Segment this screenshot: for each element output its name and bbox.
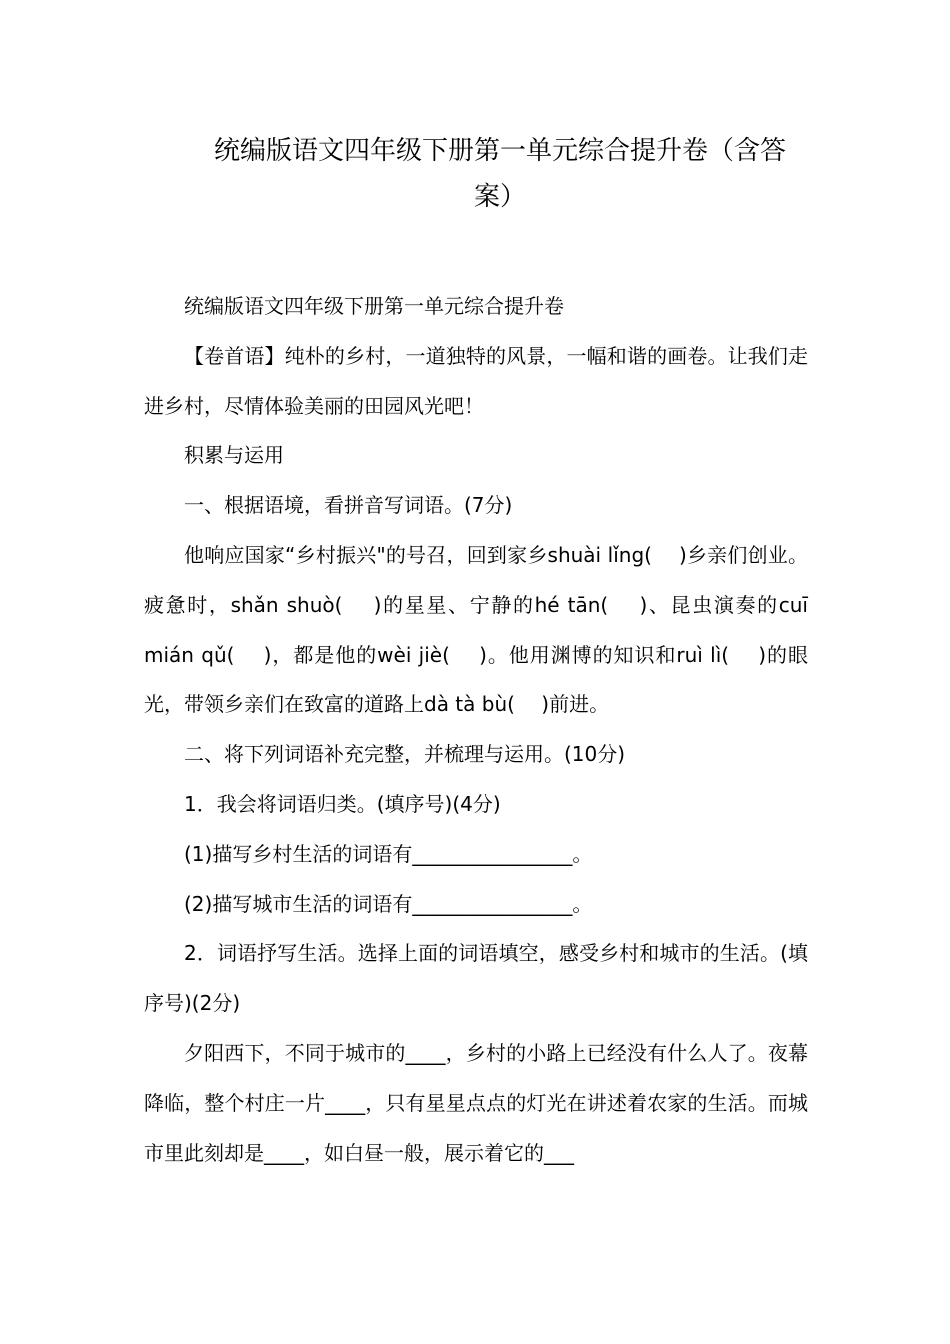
subtitle-paragraph: 统编版语文四年级下册第一单元综合提升卷 (184, 294, 564, 318)
question-2-sub-1-b: (2)描写城市生活的词语有________________。 (184, 891, 593, 916)
section-heading: 积累与运用 (184, 443, 284, 468)
document-body (144, 282, 808, 1178)
question-2-sub-2: 2．词语抒写生活。选择上面的词语填空，感受乡村和城市的生活。(填序号)(2分) (144, 941, 808, 1016)
title-line-1: 统编版语文四年级下册第一单元综合提升卷（含答 (213, 136, 786, 166)
question-1-heading: 一、根据语境，看拼音写词语。(7分) (184, 493, 513, 518)
question-2-sub-1: 1．我会将词语归类。(填序号)(4分) (184, 791, 501, 816)
document-title (200, 128, 800, 220)
title-line-2: 案） (473, 182, 526, 212)
question-1-body: 他响应国家“乡村振兴"的号召，回到家乡shuài lǐng( )乡亲们创业。疲惫时，shǎn shuò( )的星星、宁静的hé tān( )、昆虫演奏的cuī mián qǔ( )，都是他的wèi jiè( )。他用渊博的知识和ruì lì( )的眼光，带领乡亲们在致富的道路上dà tà bù( )前进。 (144, 542, 808, 717)
question-2-heading: 二、将下列词语补充完整，并梳理与运用。(10分) (184, 742, 626, 767)
question-2-sub-2-passage: 夕阳西下，不同于城市的____，乡村的小路上已经没有什么人了。夜幕降临，整个村庄一片____，只有星星点点的灯光在讲述着农家的生活。而城市里此刻却是____，如白昼一般，展示着它的___ (144, 1040, 808, 1165)
preface-paragraph: 【卷首语】纯朴的乡村，一道独特的风景，一幅和谐的画卷。让我们走进乡村，尽情体验美丽的田园风光吧！ (144, 343, 808, 418)
question-2-sub-1-a: (1)描写乡村生活的词语有________________。 (184, 841, 593, 866)
